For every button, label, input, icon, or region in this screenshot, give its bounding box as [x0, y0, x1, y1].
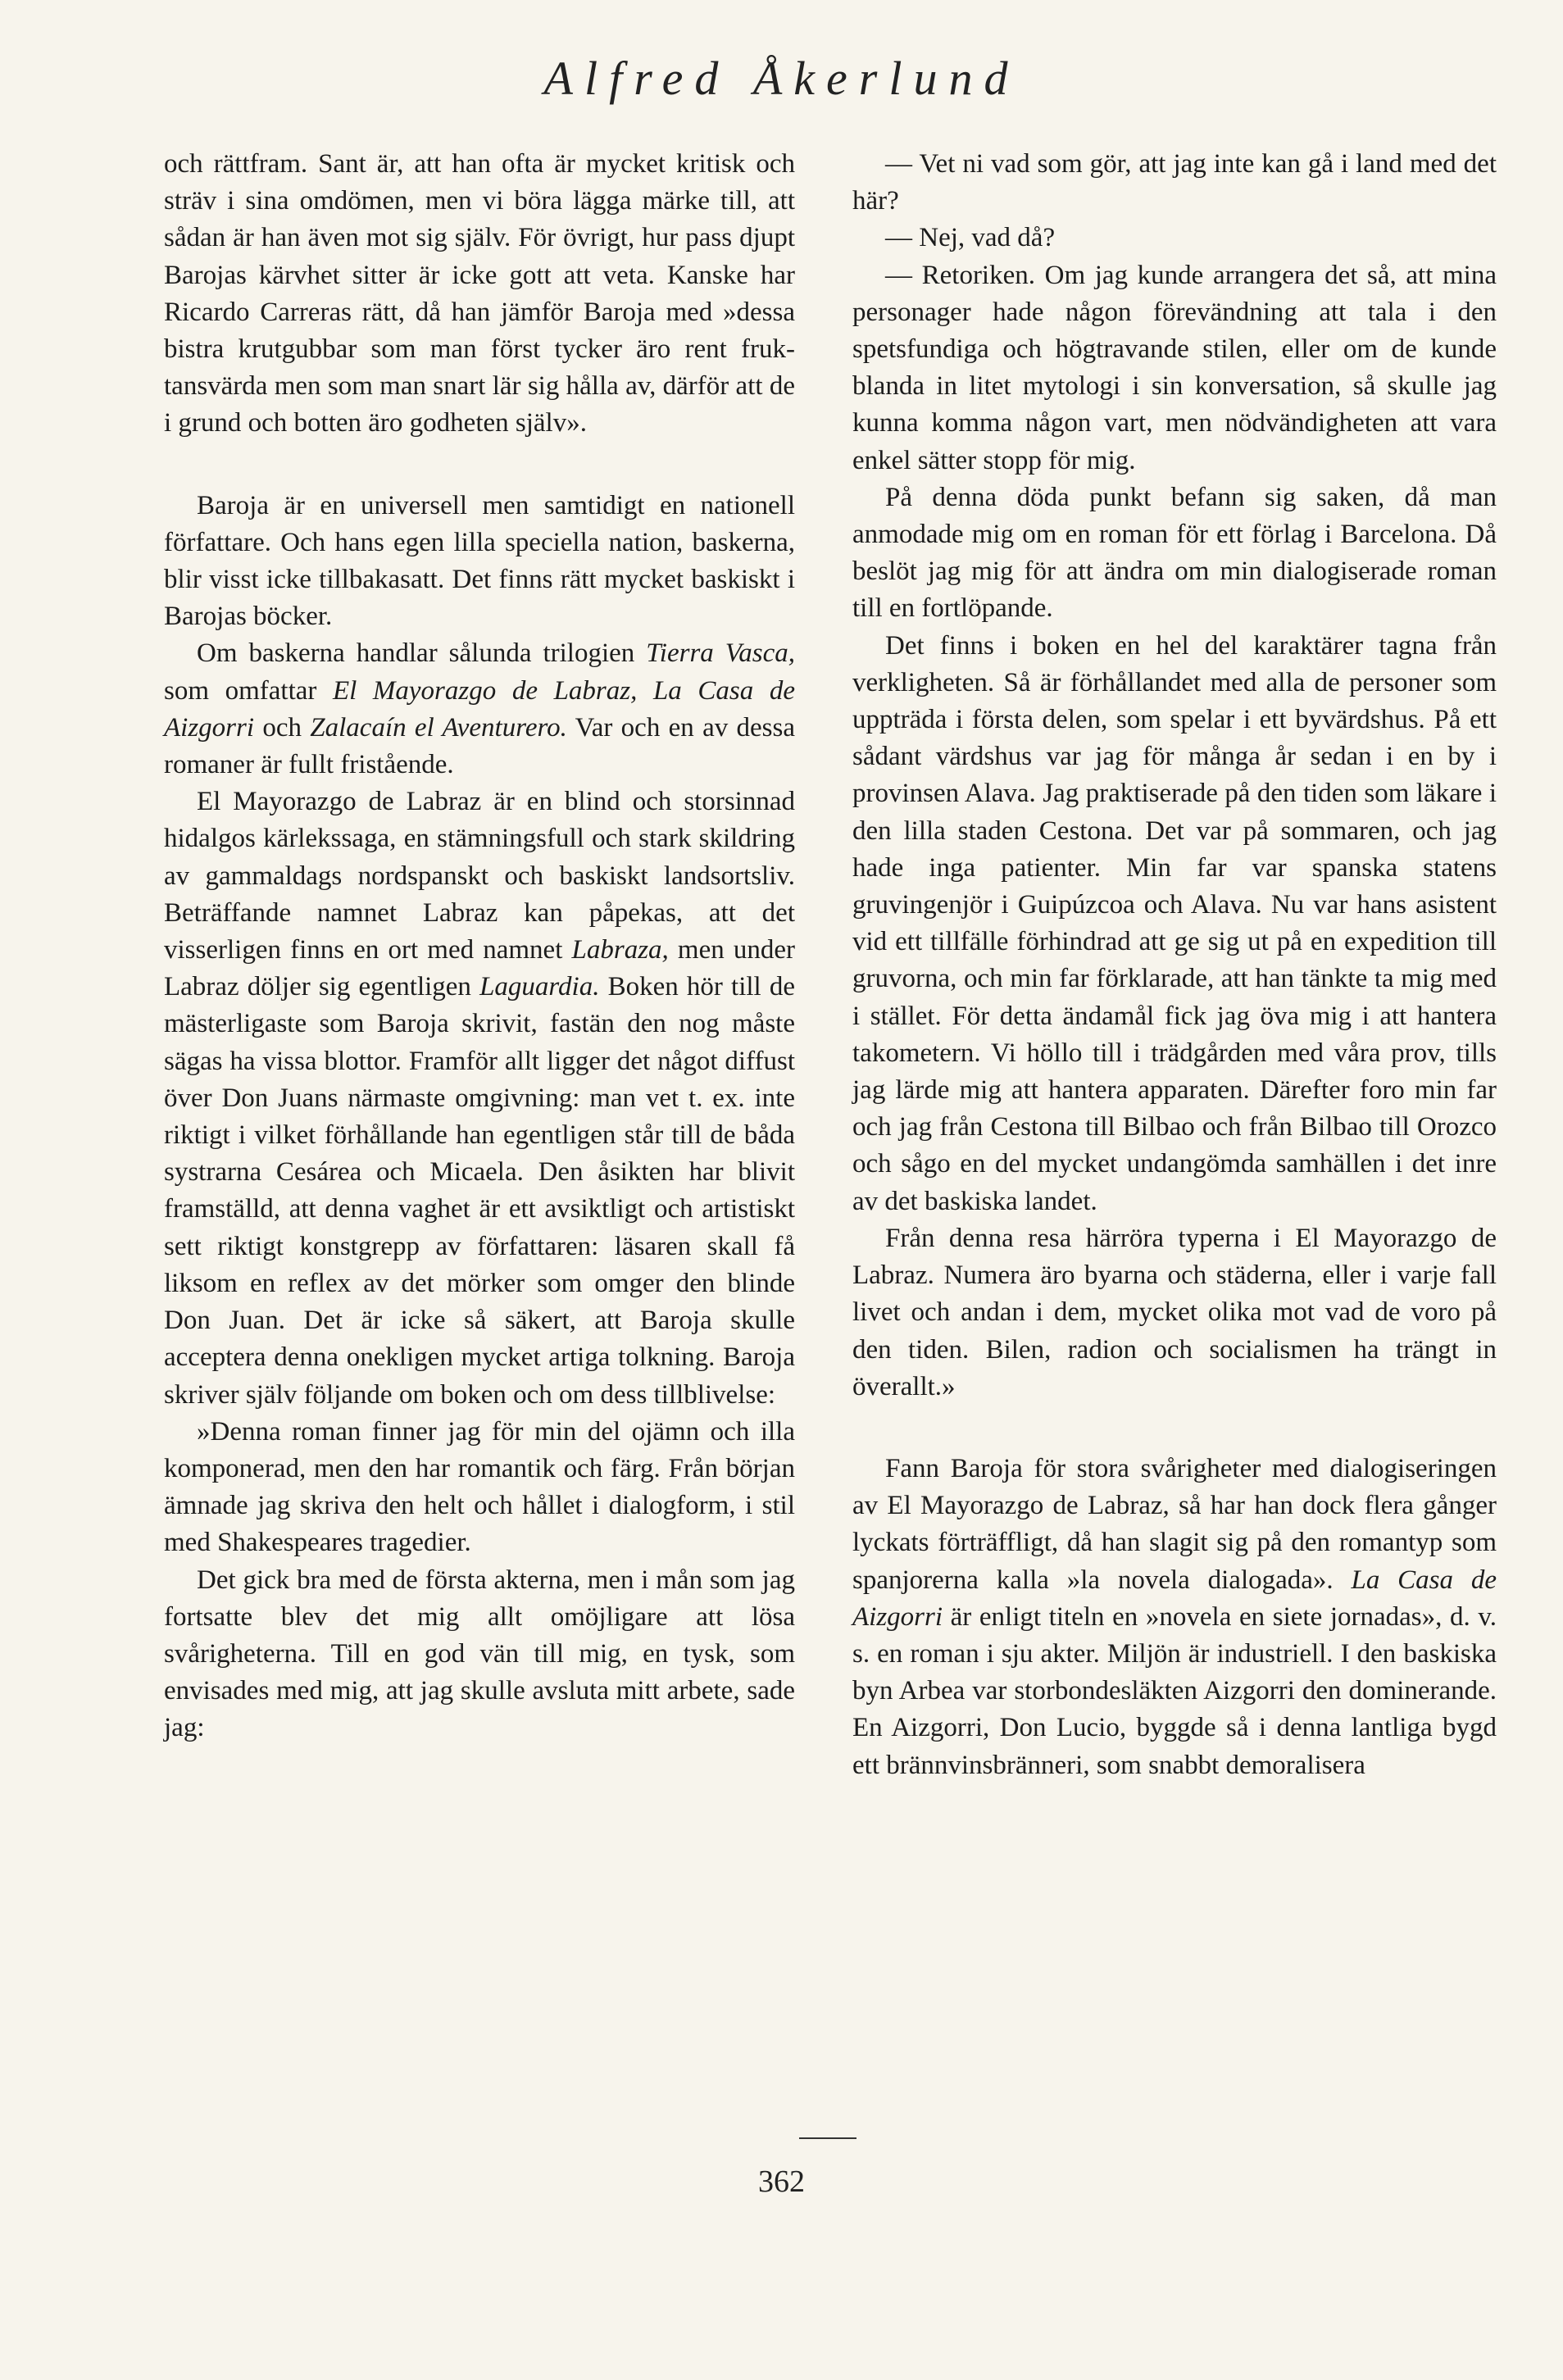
paragraph: och rättfram. Sant är, att han ofta är mycket kritisk och sträv i sina omdömen, men vi böra lägga märke till, att sådan är han även mot sig själv. För övrigt, hur pass djupt Barojas kärvhet sitter är icke gott att veta. Kanske har Ricardo Carreras rätt, då han jämför Baroja med »dessa bistra krutgubbar som man först tycker äro rent fruktansvärda men som man snart lär sig hålla av, därför att de i grund och botten äro godheten själv». — [164, 149, 795, 438]
quote-paragraph: Från denna resa härröra typerna i El Mayorazgo de Labraz. Numera äro byarna och städerna, eller i varje fall livet och andan i dem, mycket olika mot vad de voro på den tiden. Bilen, radion och socialismen ha trängt in överallt.» — [852, 1223, 1497, 1401]
italic-title: Tierra Vasca, — [646, 638, 796, 669]
italic-title: La Casa de Aizgorri — [852, 1565, 1497, 1632]
quote-paragraph: »Denna roman finner jag för min del ojämn och illa komponerad, men den har romantik och färg. Från början ämnade jag skriva den helt och hållet i dialogform, i stil med Shakespeares tragedier. — [164, 1416, 795, 1558]
quote-paragraph: På denna döda punkt befann sig saken, då man anmodade mig om en roman för ett förlag i Barcelona. Då beslöt jag mig för att ändra om min dialogiserade roman till en fortlöpande. — [852, 482, 1497, 624]
dialogue-line: — Retoriken. Om jag kunde arrangera det så, att mina personager hade någon förevändning att tala i den spetsfundiga och högtravande stilen, eller om de kunde blanda in litet mytologi i sin konversation, så skulle jag kunna komma någon vart, men nödvändigheten att vara enkel sätter stopp för mig. — [852, 260, 1497, 475]
dialogue-line: — Nej, vad då? — [885, 223, 1056, 253]
running-header: Alfred Åkerlund — [543, 52, 1020, 105]
paragraph: El Mayorazgo de Labraz är en blind och storsinnad hidalgos kärlekssaga, en stämningsfull och stark skildring av gammaldags nordspanskt och baskiskt landsortsliv. Beträffande namnet Labraz kan påpekas, att det visserligen finns en ort med namnet Labraza, men under Labraz döljer sig egentligen Laguardia. Boken hör till de mästerligaste som Baroja skrivit, fastän den nog måste sägas ha vissa blottor. Framför allt ligger det något diffust över Don Juans närmaste omgivning: man vet t. ex. inte riktigt i vilket förhållande han egentligen står till de båda systrarna Cesárea och Micaela. Den åsikten har blivit framställd, att denna vaghet är ett avsiktligt och artistiskt sett riktigt konstgrepp av författaren: läsaren skall få liksom en reflex av det mörker som omger den blinde Don Juan. Det är icke så säkert, att Baroja skulle acceptera denna onekligen mycket artiga tolkning. Baroja skriver själv följande om boken och om dess tillblivelse: — [164, 787, 796, 1410]
quote-paragraph: Det finns i boken en hel del karaktärer tagna från verkligheten. Så är förhållandet med alla de personer som uppträda i första delen, som spelar i ett byvärdshus. På ett sådant värdshus var jag för många år sedan i en by i provinsen Alava. Jag praktiserade på den tiden som läkare i den lilla staden Cestona. Det var på sommaren, och jag hade inga patienter. Min far var spanska statens gruvingenjör i Guipúzcoa och Alava. Nu var hans asistent vid ett tillfälle förhindrad att ge sig ut på en expedition till gruvorna, och min far förklarade, att han tänkte ta mig med i stället. För detta ändamål fick jag öva mig i att hantera takometern. Vi höllo till i trädgården med våra prov, tills jag lärde mig att hantera apparaten. Därefter foro min far och jag från Cestona till Bilbao och från Bilbao till Orozco och sågo en del mycket undangömda samhällen i det inre av det baskiska landet. — [852, 630, 1497, 1216]
page-number: 362 — [758, 2164, 805, 2199]
left-column — [164, 146, 795, 1747]
italic-place: Labraza, — [571, 935, 669, 965]
italic-place: Laguardia. — [479, 972, 600, 1002]
italic-title: Zalacaín el Aventurero. — [310, 712, 567, 743]
right-column — [852, 146, 1497, 1784]
paragraph: Fann Baroja för stora svårigheter med dialogiseringen av El Mayorazgo de Labraz, så har han dock flera gånger lyckats förträffligt, då han slagit sig på den romantyp som spanjorerna kalla »la novela dialogada». La Casa de Aizgorri är enligt titeln en »novela en siete jornadas», d. v. s. en roman i sju akter. Miljön är industriell. I den baskiska byn Arbea var storbondesläkten Aizgorri den dominerande. En Aizgorri, Don Lucio, byggde så i denna lantliga bygd ett brännvinsbränneri, som snabbt demoralisera — [852, 1453, 1497, 1780]
paragraph: Baroja är en universell men samtidigt en nationell författare. Och hans egen lilla speciella nation, baskerna, blir visst icke tillbakasatt. Det finns rätt mycket baskiskt i Barojas böcker. — [164, 490, 795, 632]
italic-title: El Mayorazgo de Labraz, La Casa de Aizgorri — [164, 675, 795, 743]
paragraph: Om baskerna handlar sålunda trilogien Tierra Vasca, som omfattar El Mayorazgo de Labraz, La Casa de Aizgorri och Zalacaín el Aventurero. Var och en av dessa romaner är fullt fristående. — [164, 638, 796, 780]
footer-rule — [799, 2137, 856, 2139]
dialogue-line: — Vet ni vad som gör, att jag inte kan gå i land med det här? — [852, 149, 1497, 216]
quote-paragraph: Det gick bra med de första akterna, men i mån som jag fortsatte blev det mig allt omöjligare att lösa svårigheterna. Till en god vän till mig, en tysk, som envisades med mig, att jag skulle avsluta mitt arbete, sade jag: — [164, 1565, 795, 1743]
